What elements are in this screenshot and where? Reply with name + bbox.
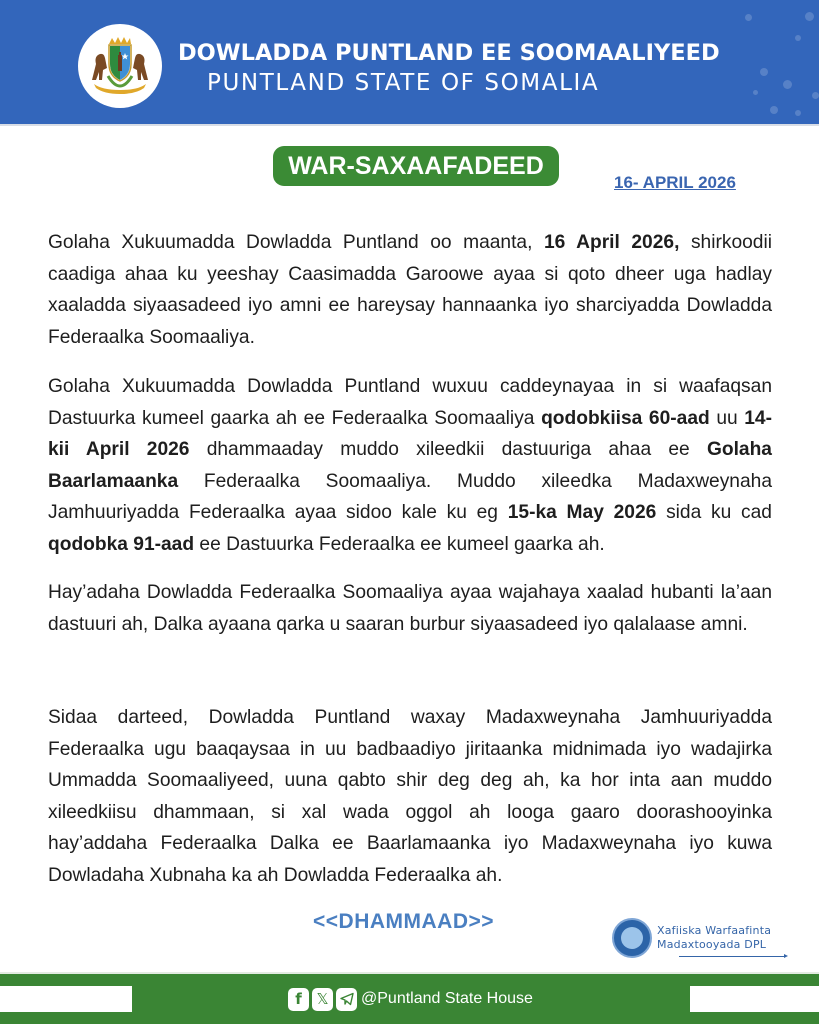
coat-of-arms-emblem (78, 24, 162, 108)
paragraph-2-bold: qodobkiisa 60-aad (541, 407, 710, 429)
footer-decor-right (690, 986, 819, 1012)
paragraph-1-text: Golaha Xukuumadda Dowladda Puntland oo maanta, (48, 232, 544, 253)
paragraph-2-text: dhammaaday muddo xileedkii dastuuriga ahaa ee (189, 439, 707, 461)
office-seal-icon (612, 918, 652, 958)
paragraph-2-bold: 14-kii April 2026 (48, 407, 772, 461)
decorative-dot (760, 68, 768, 76)
paragraph-1 (48, 227, 772, 353)
paragraph-2-text: sida ku cad (656, 502, 772, 524)
release-date: 16- APRIL 2026 (614, 173, 736, 192)
decorative-dot (805, 12, 814, 21)
press-release-badge: WAR-SAXAAFADEED (273, 146, 559, 186)
telegram-icon[interactable] (336, 988, 357, 1011)
footer-decor-left (0, 986, 132, 1012)
facebook-icon[interactable]: f (288, 988, 309, 1011)
paragraph-2-bold: qodobka 91-aad (48, 533, 195, 555)
social-handle[interactable]: @Puntland State House (361, 990, 533, 1007)
decorative-dot (812, 92, 819, 99)
coat-of-arms-icon (78, 24, 162, 108)
paragraph-2-bold: Golaha Baarlamaanka (48, 439, 772, 492)
paragraph-2-bold: 15-ka May 2026 (507, 502, 657, 524)
decorative-dot (745, 14, 752, 21)
decorative-dot (783, 80, 792, 89)
paragraph-3: Hay’adaha Dowladda Federaalka Soomaaliya ayaa wajahaya xaalad hubanti la’aan dastuuri ah, Dalka ayaana qarka u saaran burbur siyaasadeed iyo qalalaase amni. (48, 582, 772, 635)
paragraph-2 (48, 371, 772, 561)
office-name-line2: Madaxtooyada DPL (657, 938, 767, 951)
social-links (288, 987, 533, 1011)
paragraph-1-bold-date: 16 April 2026, (543, 232, 680, 253)
paragraph-2-text: uu (709, 407, 745, 429)
decorative-dot (753, 90, 758, 95)
arrow-right-icon (679, 956, 785, 957)
header-title-english: PUNTLAND STATE OF SOMALIA (207, 70, 600, 96)
x-icon[interactable]: 𝕏 (312, 988, 333, 1011)
paragraph-4: Sidaa darteed, Dowladda Puntland waxay Madaxweynaha Jamhuuriyadda Federaalka ugu baaqaysaa in uu badbaadiyo jiritaanka midnimada iyo wadajirka Ummadda Soomaaliyeed, uuna qabto shir deg deg ah, ka hor inta aan muddo xileedkiisu dhammaan, si xal wada oggol ah looga gaaro doorashooyinka hay’addaha Federaalka Dalka ee Baarlamaanka iyo Madaxweynaha iyo kuwa Dowladaha Xubnaha ka ah Dowladda Federaalka ah. (48, 707, 772, 886)
decorative-dot (795, 110, 801, 116)
office-name-line1: Xafiiska Warfaafinta (657, 924, 772, 937)
header-divider (0, 124, 819, 126)
paragraph-2-text: ee Dastuurka Federaalka ee kumeel gaarka ah. (194, 533, 605, 555)
press-office-signature (612, 918, 792, 964)
paragraph-2-text: Golaha Xukuumadda Dowladda Puntland wuxuu caddeynayaa in si waafaqsan Dastuurka kumeel gaarka ah ee Federaalka Soomaaliya (48, 376, 772, 429)
header-banner (0, 0, 819, 124)
footer-bar (0, 974, 819, 1024)
end-marker: <<DHAMMAAD>> (313, 910, 495, 933)
decorative-dot (795, 35, 801, 41)
decorative-dot (770, 106, 778, 114)
paragraph-1-text: shirkoodii caadiga ahaa ku yeeshay Caasimadda Garoowe ayaa si qoto dheer uga hadlay xaaladda siyaasadeed iyo amni ee hareysay hannaanka iyo sharciyadda Dowladda Federaalka Soomaaliya. (48, 232, 772, 348)
header-title-somali: DOWLADDA PUNTLAND EE SOOMAALIYEED (178, 40, 720, 66)
paragraph-2-text: Federaalka Soomaaliya. Muddo xileedka Madaxweynaha Jamhuuriyadda Federaalka ayaa sidoo kale ku eg (48, 470, 772, 524)
